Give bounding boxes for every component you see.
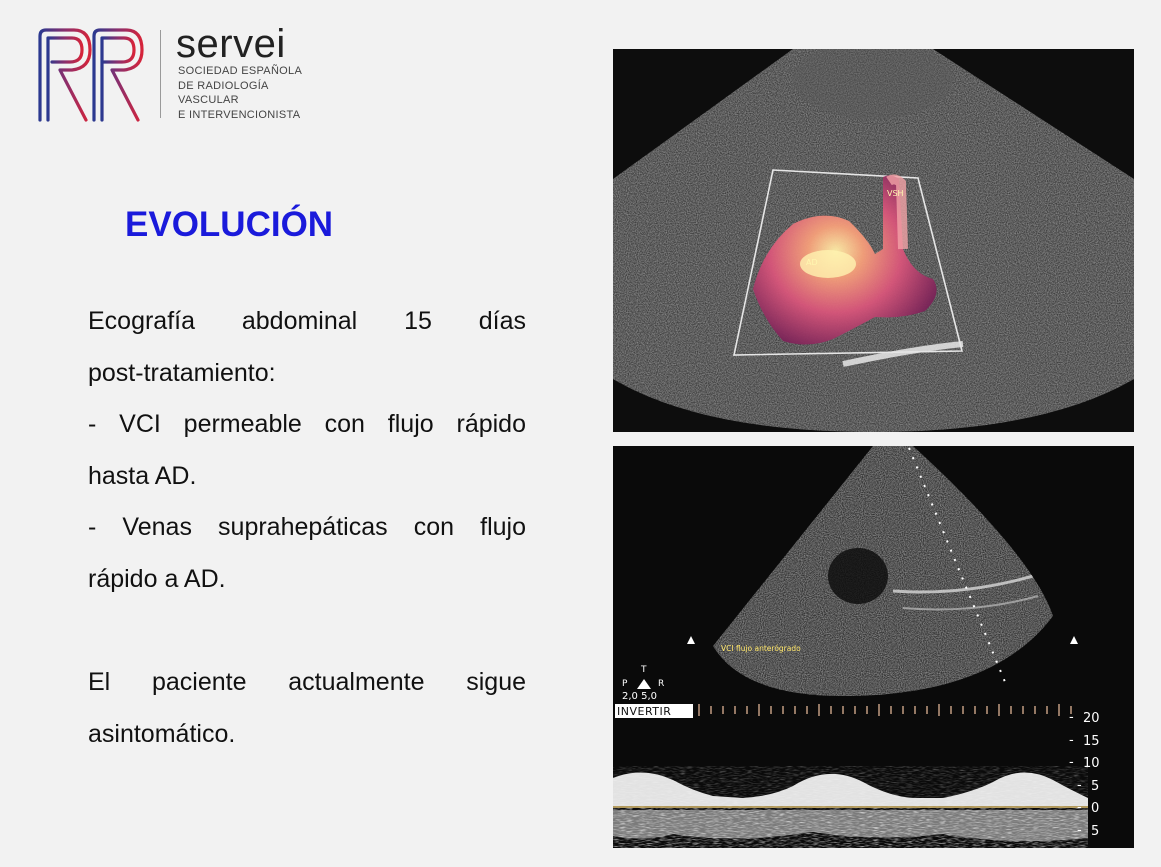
body-line: rápido a AD.	[88, 564, 226, 593]
svg-text:-: -	[1069, 733, 1074, 748]
scale-label: 0	[1091, 801, 1100, 816]
logo-subtitle-line: DE RADIOLOGÍA	[178, 79, 269, 92]
body-line: - VCI permeable con flujo rápido	[88, 410, 526, 438]
doppler-color-image	[613, 49, 1134, 432]
scale-label: 20	[1083, 711, 1100, 726]
probe-t: T	[641, 665, 647, 675]
label-ad: AD	[806, 258, 818, 267]
label-vsh: VSH	[887, 189, 904, 198]
body-text	[88, 296, 526, 760]
svg-text:-: -	[1069, 710, 1074, 725]
servei-logo	[34, 22, 324, 126]
body-line: - Venas suprahepáticas con flujo	[88, 513, 526, 541]
logo-subtitle	[178, 64, 302, 122]
svg-text:-: -	[1077, 778, 1082, 793]
body-line: Ecografía abdominal 15 días	[88, 307, 526, 335]
probe-p: P	[622, 679, 628, 689]
invert-label: INVERTIR	[617, 705, 672, 718]
doppler-spectral-image	[613, 446, 1134, 848]
logo-divider	[160, 30, 161, 118]
body-line: post-tratamiento:	[88, 358, 276, 387]
scale-label: 15	[1083, 734, 1100, 749]
body-line: asintomático.	[88, 719, 236, 748]
caption-vci: VCI flujo anterógrado	[721, 644, 801, 653]
probe-r: R	[658, 679, 665, 689]
logo-subtitle-line: VASCULAR	[178, 94, 239, 106]
probe-values: 2,0 5,0	[622, 691, 657, 702]
logo-subtitle-line: E INTERVENCIONISTA	[178, 108, 301, 121]
logo-subtitle-line: SOCIEDAD ESPAÑOLA	[178, 65, 303, 77]
scale-label: 5	[1091, 779, 1100, 794]
svg-text:-: -	[1069, 755, 1074, 770]
svg-text:-: -	[1077, 800, 1082, 815]
servei-logo-mark-icon	[34, 26, 146, 122]
body-line: El paciente actualmente sigue	[88, 668, 526, 696]
scale-label: 5	[1091, 824, 1100, 839]
logo-wordmark: servei	[176, 22, 286, 66]
slide-title: EVOLUCIÓN	[125, 205, 334, 244]
scale-label: 10	[1083, 756, 1100, 771]
svg-text:-: -	[1077, 823, 1082, 838]
body-line: hasta AD.	[88, 461, 197, 490]
